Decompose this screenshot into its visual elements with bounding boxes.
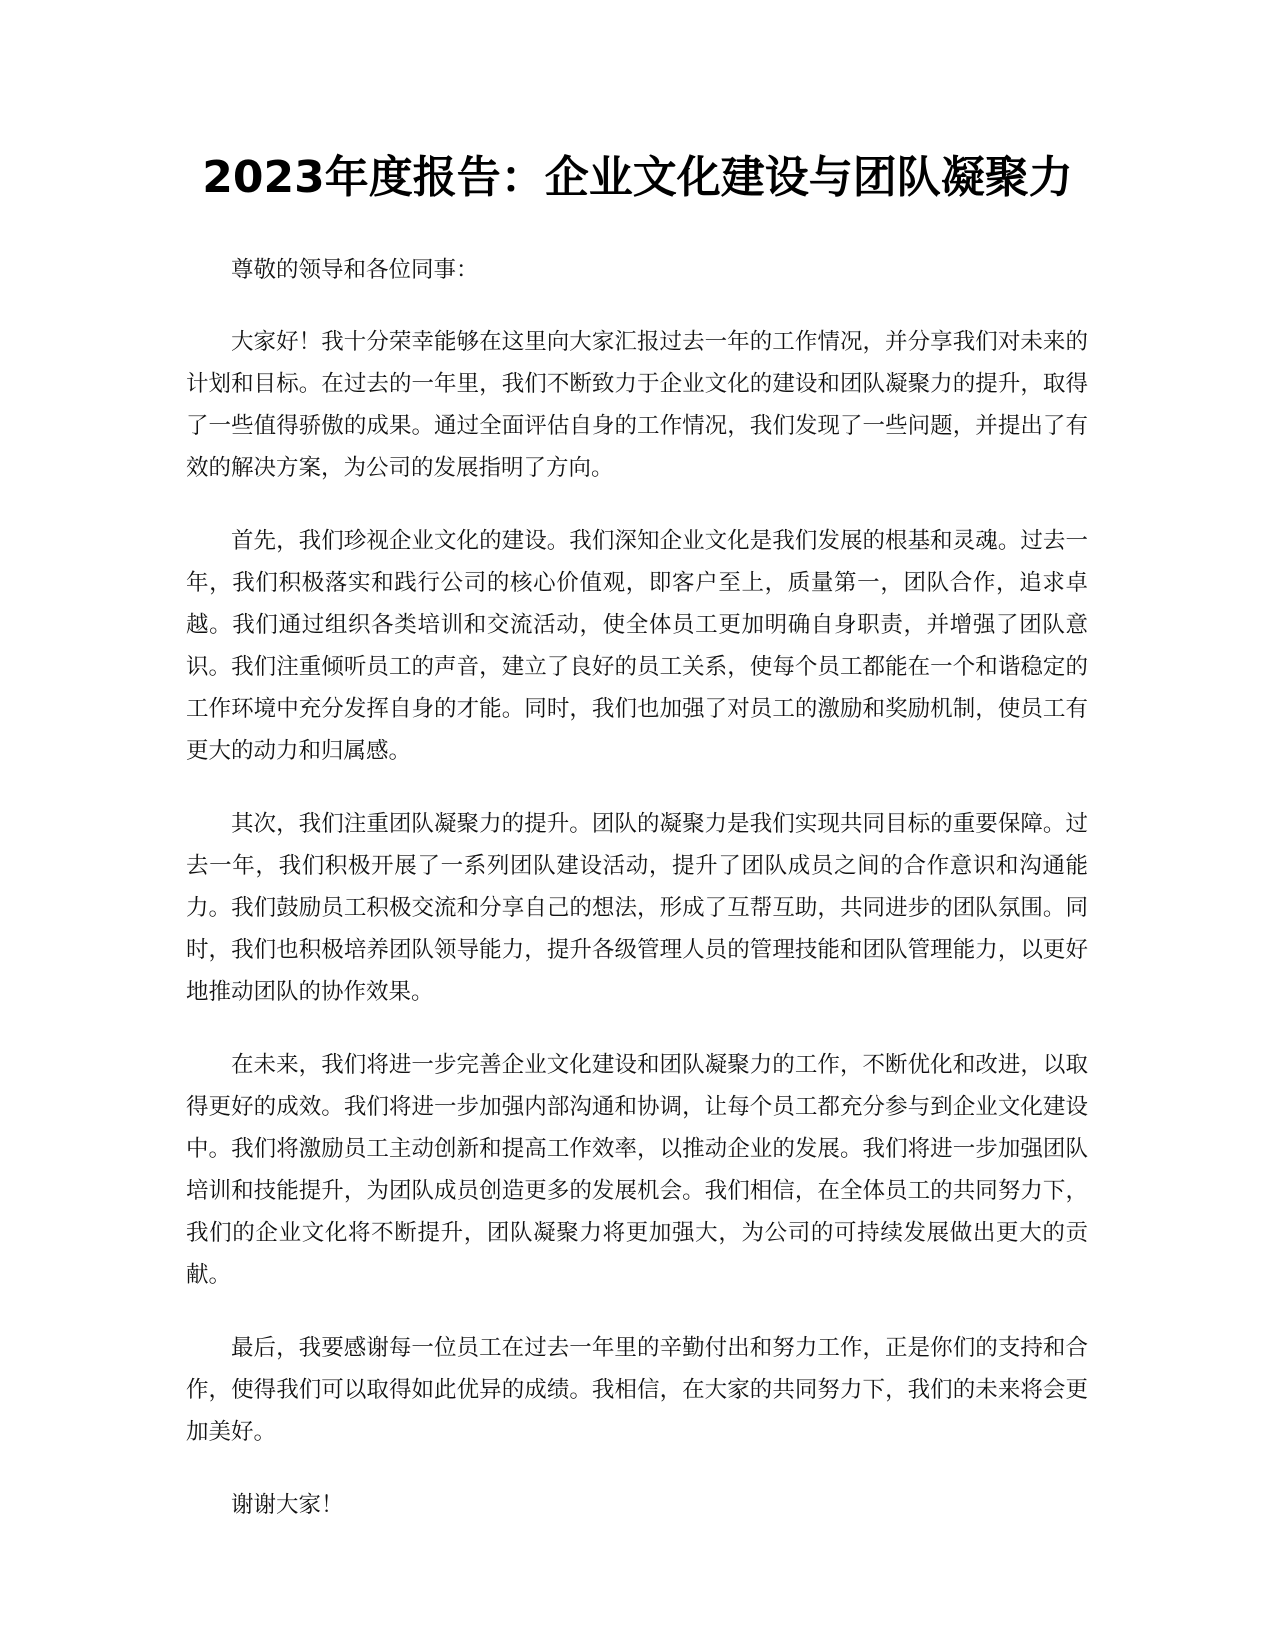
document-title: 2023年度报告：企业文化建设与团队凝聚力 [202, 152, 1073, 203]
document-body [186, 249, 1088, 1557]
paragraph-culture: 首先，我们珍视企业文化的建设。我们深知企业文化是我们发展的根基和灵魂。过去一年，我们积极落实和践行公司的核心价值观，即客户至上，质量第一，团队合作，追求卓越。我们通过组织各类培训和交流活动，使全体员工更加明确自身职责，并增强了团队意识。我们注重倾听员工的声音，建立了良好的员工关系，使每个员工都能在一个和谐稳定的工作环境中充分发挥自身的才能。同时，我们也加强了对员工的激励和奖励机制，使员工有更大的动力和归属感。 [186, 528, 1088, 764]
salutation: 尊敬的领导和各位同事： [231, 257, 479, 283]
paragraph-intro: 大家好！我十分荣幸能够在这里向大家汇报过去一年的工作情况，并分享我们对未来的计划和目标。在过去的一年里，我们不断致力于企业文化的建设和团队凝聚力的提升，取得了一些值得骄傲的成果。通过全面评估自身的工作情况，我们发现了一些问题，并提出了有效的解决方案，为公司的发展指明了方向。 [186, 329, 1088, 481]
paragraph-cohesion: 其次，我们注重团队凝聚力的提升。团队的凝聚力是我们实现共同目标的重要保障。过去一年，我们积极开展了一系列团队建设活动，提升了团队成员之间的合作意识和沟通能力。我们鼓励员工积极交流和分享自己的想法，形成了互帮互助，共同进步的团队氛围。同时，我们也积极培养团队领导能力，提升各级管理人员的管理技能和团队管理能力，以更好地推动团队的协作效果。 [186, 811, 1088, 1005]
closing: 谢谢大家！ [231, 1492, 344, 1518]
paragraph-thanks: 最后，我要感谢每一位员工在过去一年里的辛勤付出和努力工作，正是你们的支持和合作，使得我们可以取得如此优异的成绩。我相信，在大家的共同努力下，我们的未来将会更加美好。 [186, 1335, 1088, 1445]
paragraph-future: 在未来，我们将进一步完善企业文化建设和团队凝聚力的工作，不断优化和改进，以取得更好的成效。我们将进一步加强内部沟通和协调，让每个员工都充分参与到企业文化建设中。我们将激励员工主动创新和提高工作效率，以推动企业的发展。我们将进一步加强团队培训和技能提升，为团队成员创造更多的发展机会。我们相信，在全体员工的共同努力下，我们的企业文化将不断提升，团队凝聚力将更加强大，为公司的可持续发展做出更大的贡献。 [186, 1052, 1088, 1288]
